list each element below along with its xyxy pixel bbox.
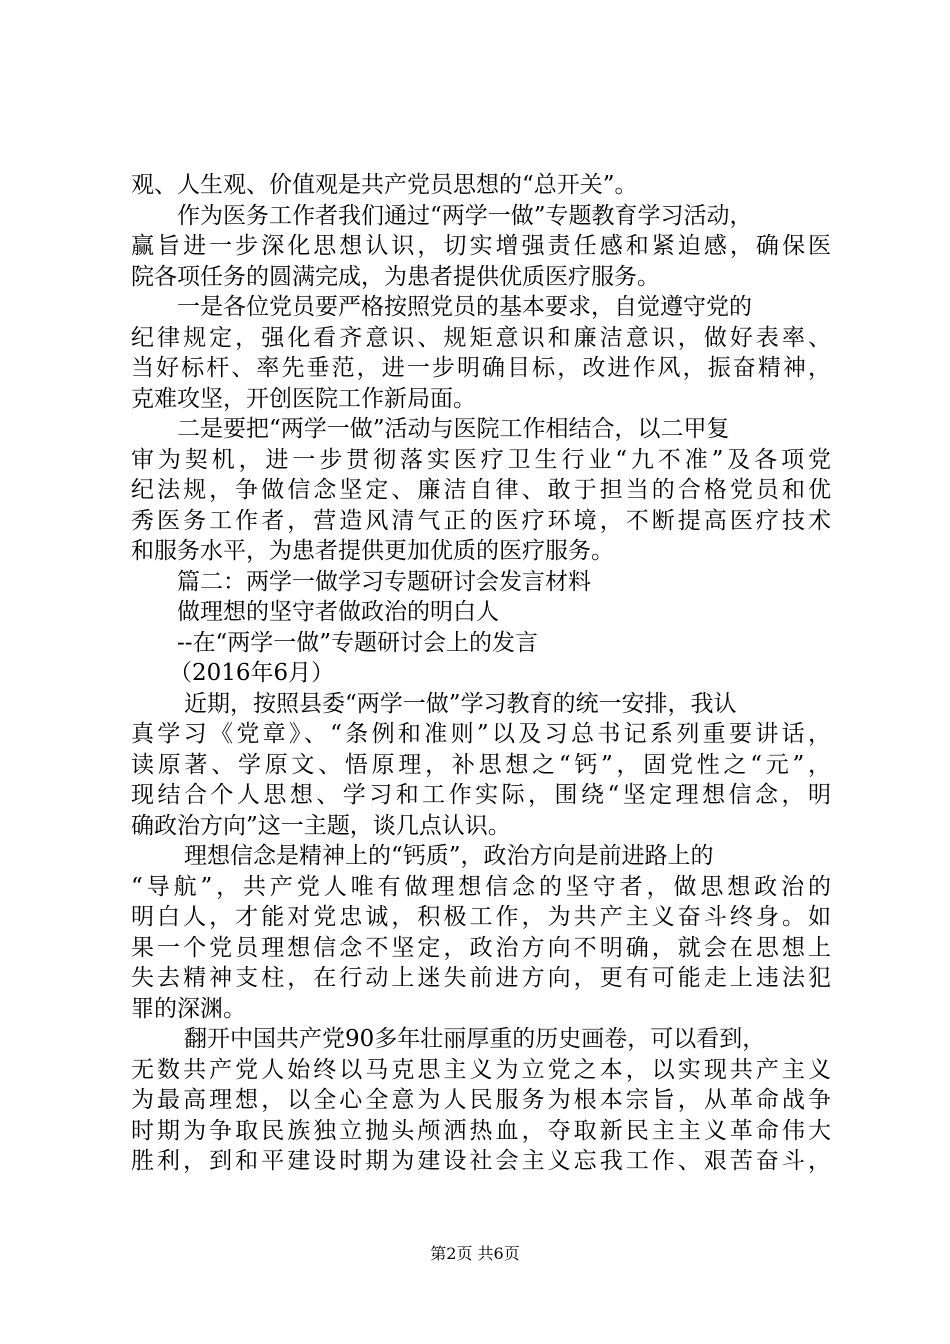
text-line: 赢旨进一步深化思想认识，切实增强责任感和紧迫感，确保医 [131, 233, 831, 259]
text-line: 失去精神支柱，在行动上迷失前进方向，更有可能走上违法犯 [131, 965, 831, 991]
text-line: 现结合个人思想、学习和工作实际，围绕“坚定理想信念，明 [131, 782, 831, 808]
text-line: 真学习《党章》、“条例和准则”以及习总书记系列重要讲话， [131, 721, 831, 747]
text-line: 纪律规定，强化看齐意识、规矩意识和廉洁意识，做好表率、 [131, 324, 831, 351]
text-line: 读原著、学原文、悟原理，补思想之“钙”，固党性之“元”， [131, 751, 831, 778]
text-line: 胜利，到和平建设时期为建设社会主义忘我工作、艰苦奋斗， [131, 1148, 831, 1174]
text-line: 作为医务工作者我们通过“两学一做”专题教育学习活动， [177, 202, 753, 229]
text-line: 克难攻坚，开创医院工作新局面。 [131, 385, 476, 412]
speech-title: 做理想的坚守者做政治的明白人 [177, 599, 499, 625]
section-heading: 篇二：两学一做学习专题研讨会发言材料 [177, 568, 591, 595]
text-line: 审为契机，进一步贯彻落实医疗卫生行业“九不准”及各项党 [131, 446, 831, 473]
text-line: “导航”，共产党人唯有做理想信念的坚守者，做思想政治的 [131, 873, 831, 900]
speech-date: （2016年6月） [169, 660, 335, 686]
text-line: 时期为争取民族独立抛头颅洒热血，夺取新民主主义革命伟大 [131, 1117, 831, 1144]
page-number: 第2页 共6页 [430, 1244, 520, 1263]
speech-subtitle: --在“两学一做”专题研讨会上的发言 [177, 629, 539, 656]
text-line: 罪的深渊。 [131, 995, 246, 1022]
text-line: 院各项任务的圆满完成，为患者提供优质医疗服务。 [131, 263, 660, 290]
text-line: 观、人生观、价值观是共产党员思想的“总开关”。 [131, 172, 638, 198]
page-footer [0, 1244, 950, 1264]
text-line: 理想信念是精神上的“钙质”，政治方向是前进路上的 [184, 843, 714, 869]
text-line: 一是各位党员要严格按照党员的基本要求，自觉遵守党的 [177, 294, 752, 320]
text-line: 秀医务工作者，营造风清气正的医疗环境，不断提高医疗技术 [131, 507, 831, 534]
text-line: 为最高理想，以全心全意为人民服务为根本宗旨，从革命战争 [131, 1087, 831, 1113]
text-line: 纪法规，争做信念坚定、廉洁自律、敢于担当的合格党员和优 [131, 477, 831, 503]
text-line: 和服务水平，为患者提供更加优质的医疗服务。 [131, 538, 614, 564]
text-line: 翻开中国共产党90多年壮丽厚重的历史画卷，可以看到， [184, 1026, 766, 1052]
text-line: 无数共产党人始终以马克思主义为立党之本，以实现共产主义 [131, 1056, 831, 1083]
document-body [131, 170, 831, 1177]
text-line: 明白人，才能对党忠诚，积极工作，为共产主义奋斗终身。如 [131, 904, 831, 930]
text-line: 果一个党员理想信念不坚定，政治方向不明确，就会在思想上 [131, 934, 831, 961]
text-line: 近期，按照县委“两学一做”学习教育的统一安排，我认 [184, 690, 737, 717]
text-line: 当好标杆、率先垂范，进一步明确目标，改进作风，振奋精神， [131, 355, 831, 381]
text-line: 二是要把“两学一做”活动与医院工作相结合，以二甲复 [177, 416, 730, 442]
text-line: 确政治方向”这一主题，谈几点认识。 [131, 812, 511, 839]
